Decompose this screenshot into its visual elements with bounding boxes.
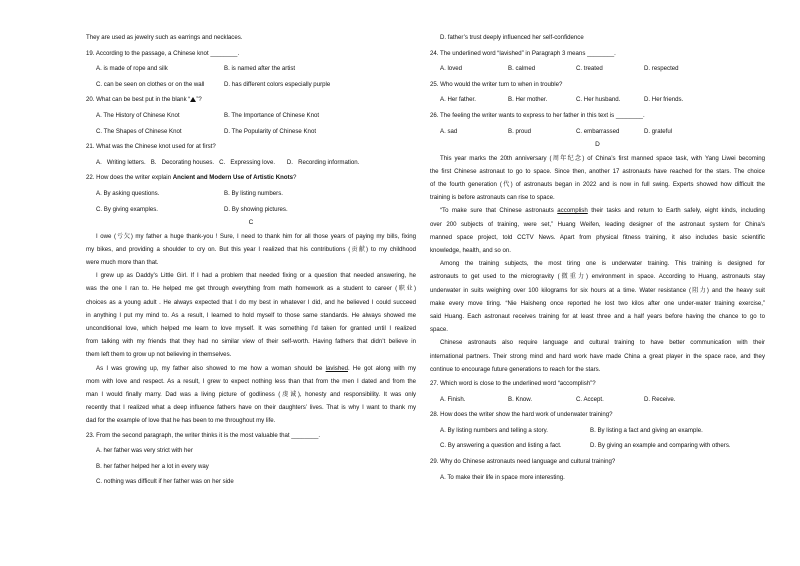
- option-c[interactable]: C. can be seen on clothes or on the wall: [96, 80, 205, 88]
- question-26-options: [430, 128, 765, 135]
- option-d[interactable]: D. By giving an example and comparing with others.: [590, 442, 731, 450]
- option-c[interactable]: C. embarrassed: [576, 127, 620, 135]
- option-a[interactable]: A. By asking questions.: [96, 189, 160, 197]
- option-b[interactable]: B. calmed: [508, 65, 536, 73]
- option-b[interactable]: B. her father helped her a lot in every way: [96, 462, 209, 470]
- option-c[interactable]: C. treated: [576, 65, 603, 73]
- question-23: 23. From the second paragraph, the writer thinks it is the most valuable that ________.: [86, 431, 321, 439]
- section-c-heading: C: [248, 218, 254, 226]
- question-22-options-ab: [86, 190, 416, 197]
- passage-d-paragraph-2: “To make sure that Chinese astronauts accomplish their tasks and return to Earth safely, eight kinds, including over 200 subjects of training, were set,” Huang Weifen, leading designer of the astronaut system for China's manned space project, told CCTV News. Apart from physical fitness training, it also includes basic scientific knowledge, health, and so on.: [430, 207, 765, 254]
- option-b[interactable]: B. Know.: [508, 395, 533, 403]
- question-28-options-cd: [430, 442, 765, 449]
- option-a[interactable]: A. Her father.: [440, 96, 476, 104]
- option-a[interactable]: A. By listing numbers and telling a story.: [440, 426, 548, 434]
- question-25-options: [430, 96, 765, 103]
- intro-line: They are used as jewelry such as earrings and necklaces.: [86, 34, 243, 41]
- underlined-word-accomplish: accomplish: [557, 207, 588, 215]
- underlined-word-lavished: lavished: [325, 364, 348, 372]
- question-19: 19. According to the passage, a Chinese knot ________.: [86, 49, 240, 57]
- option-b[interactable]: B. proud: [508, 127, 532, 135]
- option-b[interactable]: B. is named after the artist: [224, 65, 296, 73]
- option-d[interactable]: D. By showing pictures.: [224, 205, 288, 213]
- option-c[interactable]: C. Accept.: [576, 395, 604, 403]
- option-d[interactable]: D. father’s trust deeply influenced her self-confidence: [440, 34, 584, 41]
- option-d[interactable]: D. The Popularity of Chinese Knot: [224, 127, 317, 135]
- passage-c-paragraph-3: As I was growing up, my father also showed to me how a woman should be lavished. He got along with my mom with love and respect. As a result, I grew to expect nothing less than that from the men I dated and from the man I would finally marry. Dad was a living picture of godliness (虔诚), honesty and responsibility. It was only recently that I realized what a deep influence fathers have on their daughters’ lives. That is why I want to thank my dad for the example of love that he has been to me throughout my life.: [86, 364, 416, 425]
- passage-c-paragraph-1: I owe (亏欠) my father a huge thank-you ! Sure, I need to thank him for all those years of paying my bills, fixing my bikes, and providing a shoulder to cry on. But this year I realized that his contributions (贡献) to my childhood were much more than that.: [86, 232, 416, 266]
- option-c[interactable]: C. The Shapes of Chinese Knot: [96, 127, 182, 135]
- question-27: 27. Which word is close to the underlined word “accomplish”?: [430, 380, 596, 388]
- option-a[interactable]: A. is made of rope and silk: [96, 65, 168, 73]
- question-20-options-cd: [86, 128, 416, 135]
- passage-d-paragraph-3: Among the training subjects, the most tiring one is underwater training. This training is designed for astronauts to get used to the microgravity (微重力) environment in space. According to Huang, astronauts stay underwater in suits weighing over 100 kilograms for six hours at a time. Water resistance (阻力) and the heavy suit make every move tiring. “Nie Haisheng once reported he lost two kilos after one under-water training exercise,” said Huang. Each astronaut receives training for at least three and a half years before having the chance to go to space.: [430, 260, 765, 334]
- option-b[interactable]: B. By listing numbers.: [224, 189, 283, 197]
- left-column: [86, 34, 416, 485]
- question-26: 26. The feeling the writer wants to express to her father in this text is ________.: [430, 111, 645, 119]
- option-d[interactable]: D. Her friends.: [644, 96, 684, 104]
- option-a[interactable]: A. sad: [440, 127, 458, 135]
- option-a[interactable]: A. her father was very strict with her: [96, 447, 193, 455]
- question-21: 21. What was the Chinese knot used for at first?: [86, 143, 216, 151]
- option-c[interactable]: C. Her husband.: [576, 96, 621, 104]
- option-c[interactable]: C. nothing was difficult if her father was on her side: [96, 478, 234, 486]
- option-d[interactable]: D. has different colors especially purple: [224, 80, 331, 88]
- option-d[interactable]: D. Receive.: [644, 395, 676, 403]
- option-a[interactable]: A. The History of Chinese Knot: [96, 111, 180, 119]
- question-25: 25. Who would the writer turn to when in trouble?: [430, 80, 563, 88]
- passage-d-paragraph-4: Chinese astronauts also require language and cultural training to have better communication with their international partners. Their strong mind and hard work have made China a great player in the space race, and they continue to encourage future generations to reach for the stars.: [430, 339, 765, 373]
- question-28: 28. How does the writer show the hard work of underwater training?: [430, 411, 613, 419]
- question-22: 22. How does the writer explain Ancient and Modern Use of Artistic Knots?: [86, 174, 297, 182]
- option-c[interactable]: C. By giving examples.: [96, 205, 158, 213]
- option-d[interactable]: D. grateful: [644, 127, 673, 135]
- passage-d-paragraph-1: This year marks the 20th anniversary (周年纪念) of China’s first manned space task, with Yang Liwei becoming the first Chinese astronaut to go to space. Since then, another 17 astronauts have reached for the stars. The choice of the fourth generation (代) of astronauts began in 2022 and is now in full swing. Experts showed how difficult the training is before astronauts can rise to space.: [430, 154, 765, 202]
- question-20-options-ab: [86, 112, 416, 119]
- option-c[interactable]: C. By answering a question and listing a fact.: [440, 442, 562, 450]
- passage-c-paragraph-2: I grew up as Daddy’s Little Girl. If I had a problem that needed fixing or a question that needed answering, he was the one I ran to. He helped me get through everything from math homework as a student to career (职业) choices as a young adult . He always expected that I do my best in whatever I did, and he believed I could succeed in anything I put my mind to. As a result, I learned to hold myself to those same standards. He always showed me unconditional love, which helped me learn to love myself. It was something I’d taken for granted until I realized from talking with my friends that they had no similar view of their self-worth. Having fathers that didn’t believe in them left them to grow up not believing in themselves.: [86, 272, 416, 359]
- option-b[interactable]: B. By listing a fact and giving an example.: [590, 426, 703, 434]
- question-20: 20. What can be best put in the blank “ ”?: [86, 96, 202, 104]
- question-22-options-cd: [86, 206, 416, 213]
- question-21-options[interactable]: A. Writing letters. B. Decorating houses. C. Expressing love. D. Recording information.: [96, 158, 360, 166]
- question-19-options-ab: [86, 65, 416, 72]
- question-27-options: [430, 396, 765, 403]
- question-29: 29. Why do Chinese astronauts need language and cultural training?: [430, 457, 616, 465]
- option-a[interactable]: A. loved: [440, 65, 463, 73]
- question-24-options: [430, 65, 765, 72]
- right-column: [430, 34, 765, 481]
- option-a[interactable]: A. Finish.: [440, 395, 466, 403]
- question-19-options-cd: [86, 81, 416, 88]
- question-24: 24. The underlined word “lavished” in Paragraph 3 means ________.: [430, 49, 616, 57]
- section-d-heading: D: [595, 140, 600, 148]
- option-b[interactable]: B. The Importance of Chinese Knot: [224, 111, 320, 119]
- option-d[interactable]: D. respected: [644, 65, 679, 73]
- option-b[interactable]: B. Her mother.: [508, 96, 548, 104]
- option-a[interactable]: A. To make their life in space more interesting.: [440, 473, 565, 481]
- question-28-options-ab: [430, 427, 765, 434]
